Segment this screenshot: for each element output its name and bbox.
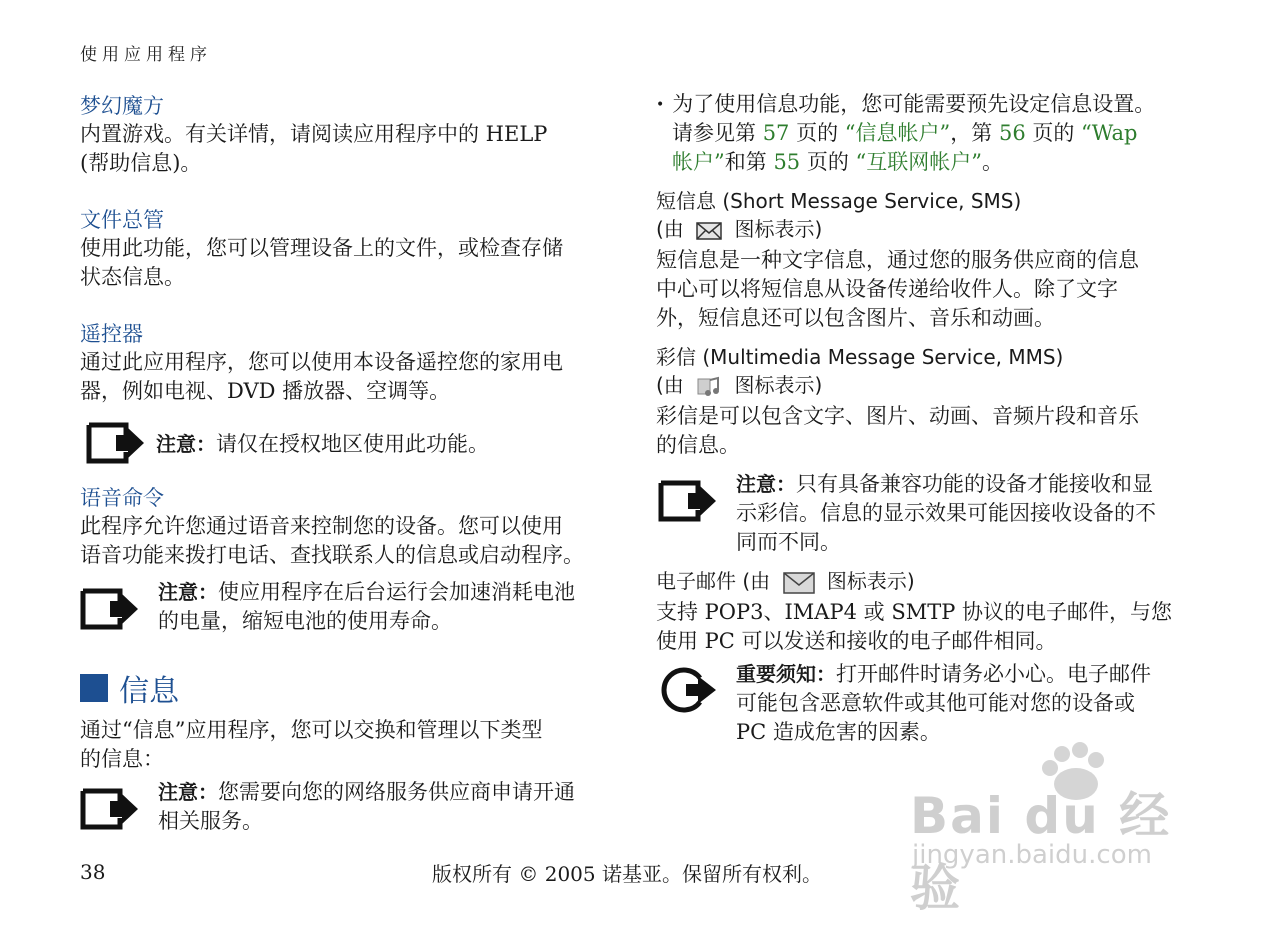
section-title-cube: 梦幻魔方 (80, 94, 164, 118)
note-paragraph (158, 778, 575, 836)
email-title (656, 567, 915, 595)
email-body (656, 598, 1172, 656)
note-paragraph (156, 430, 489, 459)
section-text: 状态信息。 (80, 265, 185, 289)
note-body: 您需要向您的网络服务供应商申请开通 (218, 780, 575, 804)
info-title: 信息 (119, 674, 180, 709)
text: 支持 POP3、IMAP4 或 SMTP 协议的电子邮件，与您 (656, 600, 1173, 624)
text: 短信息是一种文字信息，通过您的服务供应商的信息 (656, 248, 1139, 272)
note-label: 注意： (156, 432, 216, 456)
section-title-voice: 语音命令 (80, 486, 164, 510)
text: 页的 (789, 121, 845, 145)
envelope-icon (696, 221, 722, 241)
link-message-account[interactable]: “信息帐户” (844, 121, 951, 145)
bullet-marker: • (656, 97, 665, 113)
warning-icon (658, 666, 718, 714)
warning-body: 可能包含恶意软件或其他可能对您的设备或 (736, 691, 1135, 715)
text: ，第 (950, 121, 999, 145)
text: 中心可以将短信息从设备传递给收件人。除了文字 (656, 277, 1118, 301)
sms-body (656, 246, 1139, 333)
note-paragraph (158, 578, 575, 636)
section-text: (帮助信息)。 (80, 151, 202, 175)
baidu-watermark (910, 740, 1210, 917)
text: 电子邮件 (由 (656, 569, 771, 593)
sms-title: 短信息 (Short Message Service, SMS) (656, 189, 1022, 213)
note-body: 使应用程序在后台运行会加速消耗电池 (218, 580, 575, 604)
page-ref: 57 (762, 121, 790, 145)
mail-icon (783, 571, 815, 595)
note-label: 注意： (158, 780, 218, 804)
note-label: 注意： (158, 580, 218, 604)
note-body: 同而不同。 (736, 530, 841, 554)
section-text: 此程序允许您通过语音来控制您的设备。您可以使用 (80, 514, 563, 538)
note-icon (80, 588, 140, 630)
sms-icon-line (656, 215, 822, 243)
note-body: 的电量，缩短电池的使用寿命。 (158, 609, 452, 633)
section-text: 使用此功能，您可以管理设备上的文件，或检查存储 (80, 236, 563, 260)
watermark-url: jingyan.baidu.com (912, 840, 1152, 870)
note-paragraph (736, 470, 1156, 557)
text: 请参见第 (672, 121, 763, 145)
note-body: 示彩信。信息的显示效果可能因接收设备的不 (736, 501, 1156, 525)
note-icon (658, 480, 718, 522)
text: 图标表示) (826, 569, 915, 593)
note-body: 相关服务。 (158, 809, 263, 833)
link-wap-account[interactable]: “Wap (1081, 121, 1138, 145)
page-ref: 55 (773, 150, 801, 174)
text: 。 (982, 150, 1004, 174)
warning-paragraph (736, 660, 1151, 747)
warning-label: 重要须知： (736, 662, 836, 686)
section-text: 的信息： (80, 747, 164, 771)
section-file-manager (80, 206, 640, 292)
note-icon (86, 422, 146, 464)
section-text: 内置游戏。有关详情，请阅读应用程序中的 HELP (80, 122, 548, 146)
bullet-text-line (672, 119, 1138, 148)
text: 图标表示) (734, 217, 823, 241)
section-text: 器，例如电视、DVD 播放器、空调等。 (80, 379, 451, 403)
text: 页的 (1025, 121, 1082, 145)
heading-square-marker (80, 674, 108, 702)
watermark-brand: Bai du 经验 (910, 787, 1172, 917)
mms-icon-line (656, 371, 822, 399)
info-heading (80, 666, 179, 710)
text: 和第 (724, 150, 774, 174)
link-internet-account[interactable]: “互联网帐户” (855, 150, 983, 174)
copyright-notice: 版权所有 © 2005 诺基亚。保留所有权利。 (432, 862, 822, 886)
running-header: 使用应用程序 (80, 45, 212, 65)
section-text: 通过此应用程序，您可以使用本设备遥控您的家用电 (80, 350, 563, 374)
text: 的信息。 (656, 433, 740, 457)
text: 外，短信息还可以包含图片、音乐和动画。 (656, 306, 1055, 330)
note-icon (80, 788, 140, 830)
note-body: 只有具备兼容功能的设备才能接收和显 (796, 472, 1153, 496)
text: (由 (656, 217, 684, 241)
bullet-text-line (672, 148, 1003, 177)
link-wap-account[interactable]: 帐户” (672, 150, 725, 174)
mms-title: 彩信 (Multimedia Message Service, MMS) (656, 345, 1064, 369)
left-column (80, 92, 640, 178)
page-number: 38 (80, 860, 106, 884)
section-remote (80, 320, 640, 406)
warning-body: 打开邮件时请务必小心。电子邮件 (836, 662, 1151, 686)
bullet-text: 为了使用信息功能，您可能需要预先设定信息设置。 (672, 92, 1156, 116)
note-label: 注意： (736, 472, 796, 496)
multimedia-icon (696, 376, 722, 398)
section-text: 通过“信息”应用程序，您可以交换和管理以下类型 (80, 718, 543, 742)
mms-body (656, 402, 1139, 460)
text: 图标表示) (734, 373, 823, 397)
section-voice (80, 484, 640, 570)
page-ref: 56 (998, 121, 1026, 145)
section-text: 语音功能来拨打电话、查找联系人的信息或启动程序。 (80, 543, 584, 567)
text: 彩信是可以包含文字、图片、动画、音频片段和音乐 (656, 404, 1139, 428)
text: 页的 (800, 150, 856, 174)
warning-body: PC 造成危害的因素。 (736, 720, 941, 744)
settings-bullet (656, 90, 1155, 120)
text: (由 (656, 373, 684, 397)
info-intro (80, 716, 640, 774)
section-title-remote: 遥控器 (80, 322, 143, 346)
text: 使用 PC 可以发送和接收的电子邮件相同。 (656, 629, 1057, 653)
section-title-file-manager: 文件总管 (80, 208, 164, 232)
note-body: 请仅在授权地区使用此功能。 (216, 432, 489, 456)
